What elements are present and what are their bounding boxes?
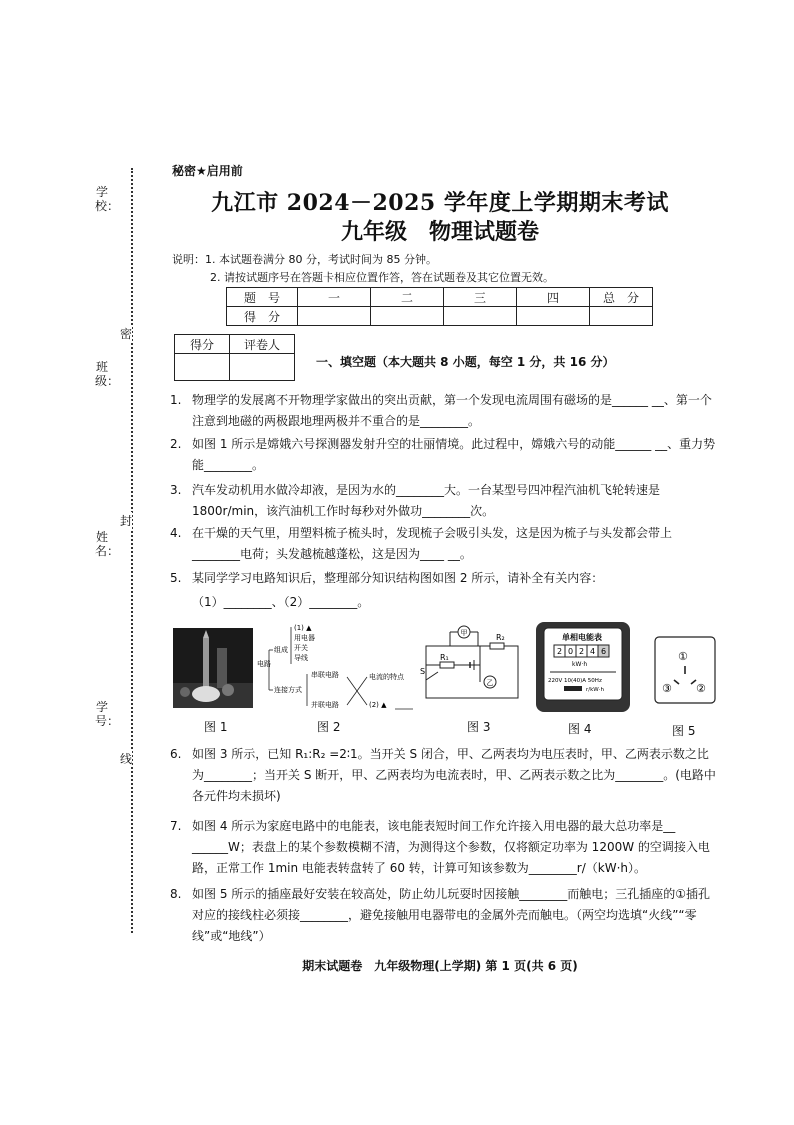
- fig4-digit: 4: [590, 647, 596, 656]
- class-label: 班级：: [95, 360, 120, 388]
- fig4-digit: 2: [579, 647, 585, 656]
- fig2-connect: 连接方式: [274, 686, 302, 694]
- fig2-parallel: 并联电路: [311, 701, 339, 709]
- fig5-hole-1: ①: [678, 650, 688, 663]
- fig3-r1: R₁: [440, 653, 449, 662]
- score-table: [226, 287, 653, 326]
- fig2-item2: 用电器: [294, 634, 315, 642]
- fig5-hole-3: ③: [662, 682, 672, 695]
- name-label: 姓名：: [95, 530, 120, 558]
- grader-score-cell: [175, 354, 230, 381]
- figure-2-label: 图 2: [317, 720, 341, 734]
- figure-2-structure-diagram: [255, 622, 415, 714]
- figure-4-electricity-meter: [534, 620, 632, 716]
- question-number: 6.: [170, 747, 182, 761]
- question-4: [170, 523, 718, 565]
- exam-subtitle: 九年级 物理试题卷: [340, 219, 539, 245]
- fig4-digit: 6: [601, 647, 607, 656]
- fig2-series: 串联电路: [311, 671, 339, 679]
- figure-4-label: 图 4: [568, 722, 592, 736]
- grader-score-label: 得分: [175, 335, 230, 354]
- question-number: 8.: [170, 887, 182, 901]
- score-header-cell: 四: [517, 288, 590, 307]
- fig4-spec: 220V 10(40)A 50Hz: [548, 678, 602, 684]
- fig4-title: 单相电能表: [562, 633, 602, 642]
- fig4-unit2: r/kW·h: [586, 687, 604, 693]
- fig2-item1: (1) ▲: [294, 624, 312, 632]
- score-header-cell: 总 分: [590, 288, 653, 307]
- question-number: 4.: [170, 526, 182, 540]
- question-7: [170, 816, 718, 879]
- fig4-digit: 0: [568, 647, 574, 656]
- figure-5-socket: [652, 634, 718, 706]
- seal-xian: 线: [120, 752, 133, 766]
- grader-table: [174, 334, 295, 381]
- question-text: 物理学的发展离不开物理学家做出的突出贡献，第一个发现电流周围有磁场的是______ __、第一个注意到地磁的两极跟地理两极并不重合的是________。: [192, 393, 712, 428]
- question-text: 如图 3 所示，已知 R₁:R₂ =2∶1。当开关 S 闭合，甲、乙两表均为电压表时，甲、乙两表示数之比为________；当开关 S 断开，甲、乙两表均为电流表时，甲、乙两表示数之比为________。(电路中各元件均未损坏): [192, 747, 716, 803]
- question-number: 2.: [170, 437, 182, 451]
- question-number: 5.: [170, 571, 182, 585]
- question-text: 某同学学习电路知识后，整理部分知识结构图如图 2 所示，请补全有关内容：: [192, 571, 604, 585]
- exam-title: 九江市 2024－2025 学年度上学期期末考试: [211, 190, 669, 216]
- fig4-digit: 2: [557, 647, 563, 656]
- question-number: 1.: [170, 393, 182, 407]
- school-label: 学校：: [95, 185, 120, 213]
- fig2-compose: 组成: [274, 646, 288, 654]
- question-text: 如图 1 所示是嫦娥六号探测器发射升空的壮丽情境。此过程中，嫦娥六号的动能______ __、重力势能________。: [192, 437, 716, 472]
- figure-1-rocket-photo: [173, 628, 253, 708]
- resistor-r2-symbol: [490, 643, 504, 649]
- secret-mark: 秘密★启用前: [172, 164, 243, 178]
- question-text: （1）________、（2）________。: [192, 595, 370, 609]
- grader-name-label: 评卷人: [230, 335, 295, 354]
- question-6: [170, 744, 718, 807]
- fig3-meter2: 乙: [486, 679, 494, 687]
- fig3-meter1: 甲: [460, 629, 468, 637]
- question-text: 汽车发动机用水做冷却液，是因为水的________大。一台某型号四冲程汽油机飞轮转速是 1800r/min，该汽油机工作时每秒对外做功________次。: [192, 483, 661, 518]
- question-text: 在干燥的天气里，用塑料梳子梳头时，发现梳子会吸引头发，这是因为梳子与头发都会带上________电荷；头发越梳越蓬松，这是因为____ __。: [192, 526, 673, 561]
- question-5-blanks: [170, 592, 718, 613]
- fig2-item3: 开关: [294, 644, 308, 652]
- fig3-switch: S: [420, 667, 426, 676]
- score-header-cell: 二: [371, 288, 444, 307]
- fig5-hole-2: ②: [696, 682, 706, 695]
- figure-5-label: 图 5: [672, 724, 696, 738]
- question-text: 如图 4 所示为家庭电路中的电能表，该电能表短时间工作允许接入用电器的最大总功率是__ ______W；表盘上的某个参数模糊不清，为测得这个参数，仅将额定功率为 1200W 的空调接入电路，正常工作 1min 电能表转盘转了 60 转，计算可知该参数为________r/（kW·h）。: [192, 819, 710, 875]
- seal-mi: 密: [120, 327, 133, 341]
- score-row-label: 得 分: [227, 307, 298, 326]
- score-header-cell: 一: [298, 288, 371, 307]
- question-3: [170, 480, 718, 522]
- question-5: [170, 568, 718, 589]
- page-footer: 期末试题卷 九年级物理(上学期) 第 1 页(共 6 页): [302, 959, 578, 973]
- note-line-1: 说明：1. 本试题卷满分 80 分，考试时间为 85 分钟。: [172, 253, 437, 266]
- score-cell: [444, 307, 517, 326]
- note-line-2: 2. 请按试题序号在答题卡相应位置作答，答在试题卷及其它位置无效。: [210, 271, 554, 284]
- fig2-feature1: 电流的特点: [369, 673, 404, 681]
- binding-dotted-line: [131, 168, 133, 933]
- student-id-label: 学号：: [95, 700, 120, 728]
- fig2-feature2: (2) ▲: [369, 701, 387, 709]
- score-cell: [298, 307, 371, 326]
- score-cell: [371, 307, 444, 326]
- question-1: [170, 390, 718, 432]
- fig3-r2: R₂: [496, 633, 505, 642]
- question-8: [170, 884, 718, 947]
- resistor-r1-symbol: [440, 662, 454, 668]
- seal-feng: 封: [120, 514, 133, 528]
- grader-name-cell: [230, 354, 295, 381]
- fig4-unit: kW·h: [572, 661, 588, 668]
- section-1-heading: 一、填空题（本大题共 8 小题，每空 1 分，共 16 分）: [316, 355, 615, 369]
- question-text: 如图 5 所示的插座最好安装在较高处，防止幼儿玩耍时因接触________而触电；三孔插座的①插孔对应的接线柱必须接________，避免接触用电器带电的金属外壳而触电。（两空均选填“火线”“零线”或“地线”）: [192, 887, 711, 943]
- figure-3-label: 图 3: [467, 720, 491, 734]
- fig2-item4: 导线: [294, 654, 308, 662]
- figure-3-circuit: [420, 622, 524, 704]
- score-header-cell: 题 号: [227, 288, 298, 307]
- question-2: [170, 434, 718, 476]
- score-cell: [517, 307, 590, 326]
- question-number: 7.: [170, 819, 182, 833]
- score-cell: [590, 307, 653, 326]
- fig2-root: 电路: [257, 660, 271, 668]
- question-number: 3.: [170, 483, 182, 497]
- figure-1-label: 图 1: [204, 720, 228, 734]
- score-header-cell: 三: [444, 288, 517, 307]
